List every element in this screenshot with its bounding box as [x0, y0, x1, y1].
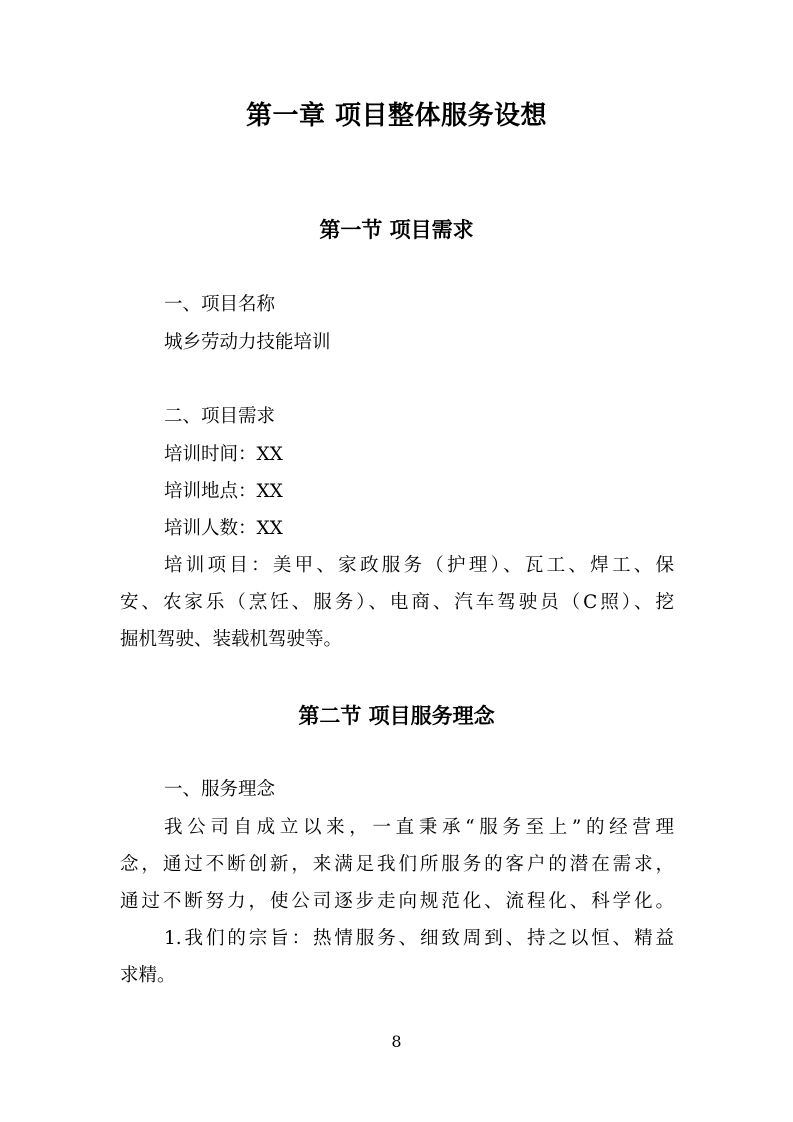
project-name-value: 城乡劳动力技能培训 [164, 332, 331, 353]
section-title-service-philosophy: 第二节 项目服务理念 [298, 703, 495, 728]
training-items-line-2: 安、农家乐（烹饪、服务）、电商、汽车驾驶员（C照）、挖 [120, 592, 674, 613]
philosophy-paragraph-line-2: 念，通过不断创新，来满足我们所服务的客户的潜在需求， [120, 854, 674, 875]
philosophy-paragraph-line-1: 我公司自成立以来，一直秉承“服务至上”的经营理 [164, 817, 674, 838]
training-items-line-3: 掘机驾驶、装载机驾驶等。 [120, 629, 343, 650]
chapter-title: 第一章 项目整体服务设想 [245, 101, 548, 131]
training-count: 培训人数：XX [164, 518, 283, 539]
training-time: 培训时间：XX [164, 444, 283, 465]
training-items-line-1: 培训项目：美甲、家政服务（护理）、瓦工、焊工、保 [164, 555, 674, 576]
heading-project-name: 一、项目名称 [164, 294, 276, 315]
page-number: 8 [391, 1032, 402, 1051]
training-place: 培训地点：XX [164, 481, 283, 502]
tenet-line-2: 求精。 [120, 965, 176, 986]
philosophy-paragraph-line-3: 通过不断努力，使公司逐步走向规范化、流程化、科学化。 [120, 891, 674, 912]
section-title-project-requirements: 第一节 项目需求 [319, 217, 474, 242]
tenet-line-1: 1.我们的宗旨：热情服务、细致周到、持之以恒、精益 [164, 928, 674, 949]
heading-project-requirements: 二、项目需求 [164, 406, 276, 427]
heading-service-philosophy: 一、服务理念 [164, 779, 276, 800]
